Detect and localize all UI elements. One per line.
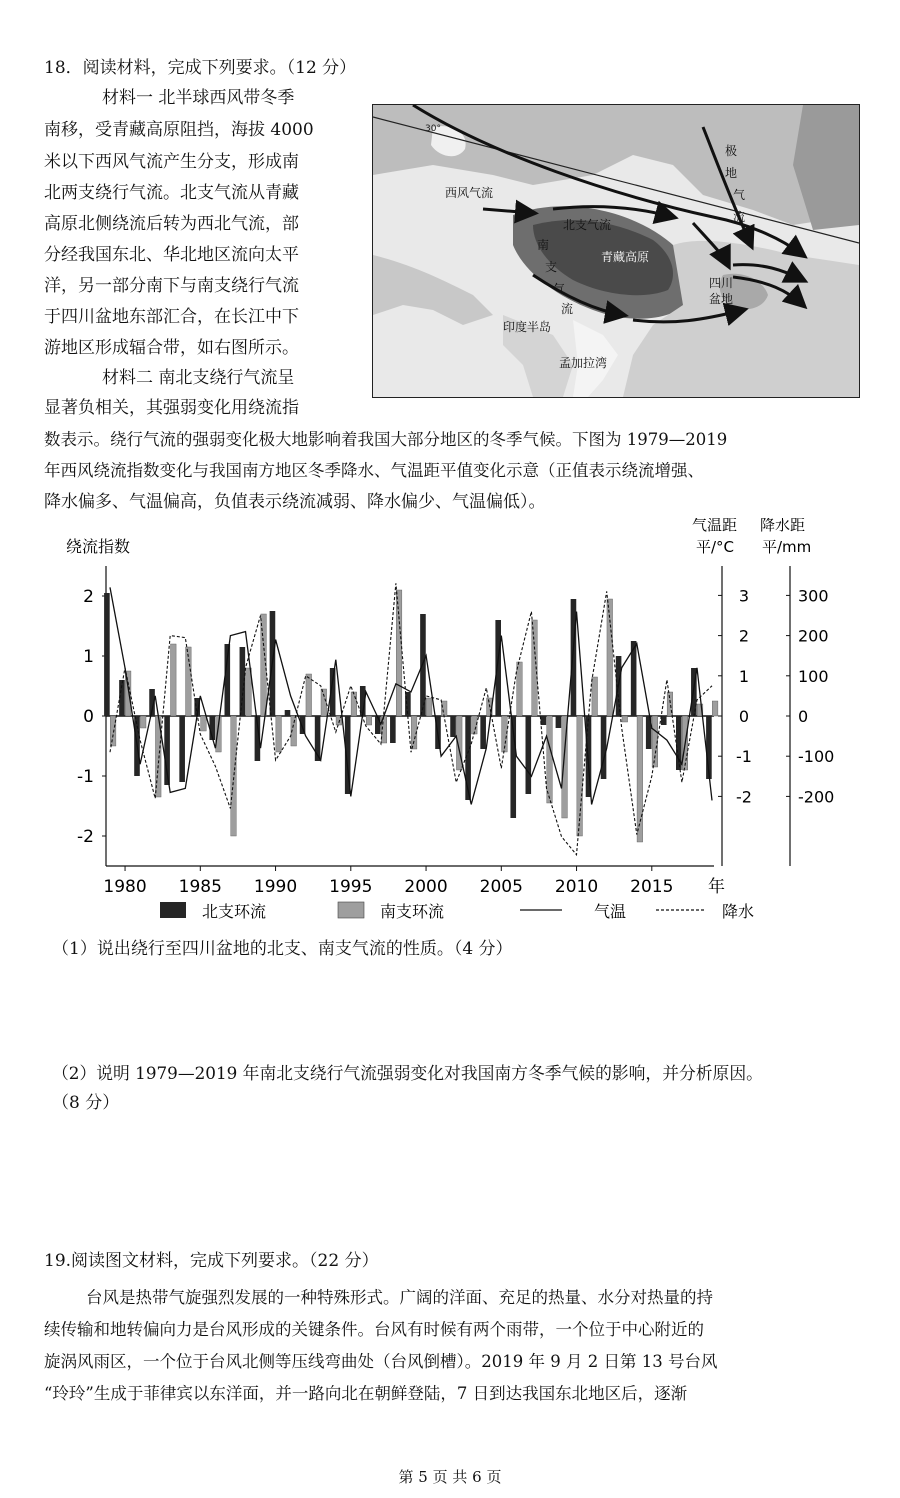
material-one-line: 北两支绕行气流。北支气流从青藏: [44, 183, 299, 203]
map-label-bengal: 孟加拉湾: [559, 356, 608, 370]
material-one-line: 材料一 北半球西风带冬季: [102, 88, 295, 108]
x-tick-label: 2010: [554, 877, 599, 897]
south-bar: [577, 716, 583, 836]
south-bar: [351, 692, 357, 716]
legend-temp-label: 气温: [594, 902, 627, 921]
y-axis-left-label: 绕流指数: [66, 537, 131, 556]
y-tick-temp-label: 2: [738, 626, 750, 646]
north-bar: [104, 593, 110, 716]
material-one-line: 分经我国东北、华北地区流向太平: [44, 245, 299, 265]
north-bar: [661, 716, 667, 725]
south-bar: [321, 689, 327, 716]
map-label-south-1: 南: [537, 238, 550, 252]
south-bar: [140, 716, 146, 728]
south-bar: [110, 716, 116, 746]
map-label-south-3: 气: [553, 282, 566, 296]
q18-sub1: （1）说出绕行至四川盆地的北支、南支气流的性质。（4 分）: [52, 939, 513, 959]
x-tick-label: 2005: [479, 877, 523, 897]
south-bar: [201, 716, 207, 731]
south-bar: [547, 716, 553, 803]
material-two-line: 材料二 南北支绕行气流呈: [102, 368, 295, 388]
legend-south-swatch: [338, 902, 364, 918]
y-tick-precip-label: -100: [798, 747, 835, 767]
x-tick-label: 2000: [404, 877, 448, 897]
q19-heading: 19.阅读图文材料，完成下列要求。（22 分）: [44, 1251, 379, 1271]
y-tick-temp-label: -1: [736, 747, 752, 767]
south-bar: [441, 701, 447, 716]
y-axis-precip-label-2: 平/mm: [762, 538, 812, 556]
material-one-line: 米以下西风气流产生分支，形成南: [44, 152, 299, 172]
north-bar: [495, 620, 501, 716]
y-axis-temp-label-2: 平/°C: [696, 538, 735, 556]
material-one-line: 高原北侧绕流后转为西北气流，部: [44, 214, 299, 234]
x-tick-label: 1980: [103, 877, 147, 897]
y-tick-precip-label: 300: [798, 586, 829, 606]
y-axis-temp-label-1: 气温距: [692, 518, 738, 534]
x-tick-label: 1985: [178, 877, 222, 897]
q18-sub2-score: （8 分）: [52, 1093, 120, 1113]
y-tick-left-label: -1: [77, 767, 94, 787]
y-tick-precip-label: 100: [798, 666, 829, 686]
chart-svg: [50, 518, 860, 928]
y-tick-left-label: 1: [83, 647, 94, 667]
north-bar: [285, 710, 291, 716]
q18-heading: 18．阅读材料，完成下列要求。（12 分）: [44, 58, 357, 78]
y-axis-precip-label-1: 降水距: [760, 518, 806, 534]
south-bar: [231, 716, 237, 836]
material-one-line: 南移，受青藏高原阻挡，海拔 4000: [44, 120, 314, 140]
south-bar: [396, 590, 402, 716]
map-label-india: 印度半岛: [503, 320, 552, 334]
temperature-line: [110, 587, 712, 804]
north-bar: [526, 716, 532, 794]
south-bar: [637, 716, 643, 842]
north-bar: [556, 716, 562, 728]
q19-paragraph-line: 续传输和地转偏向力是台风形成的关键条件。台风有时候有两个雨带，一个位于中心附近的: [44, 1320, 704, 1339]
x-tick-label: 1990: [253, 877, 298, 897]
north-bar: [450, 716, 456, 737]
legend-precip-label: 降水: [722, 902, 755, 921]
material-two-line: 数表示。绕行气流的强弱变化极大地影响着我国大部分地区的冬季气候。下图为 1979—2019: [44, 430, 728, 449]
material-two-line: 降水偏多、气温偏高，负值表示绕流减弱、降水偏少、气温偏低）。: [44, 492, 546, 512]
north-bar: [240, 647, 246, 716]
q19-paragraph-line: “玲玲”生成于菲律宾以东洋面，并一路向北在朝鲜登陆，7 日到达我国东北地区后，逐渐: [44, 1384, 688, 1403]
north-bar: [480, 716, 486, 749]
y-tick-left-label: 2: [83, 587, 94, 607]
map-label-polar-3: 气: [733, 188, 746, 202]
north-bar: [420, 614, 426, 716]
precipitation-line: [110, 583, 712, 854]
x-tick-label: 2015: [630, 877, 674, 897]
page-footer: 第 5 页 共 6 页: [398, 1468, 502, 1486]
map-label-plateau: 青藏高原: [601, 250, 650, 264]
q19-paragraph-line: 旋涡风雨区，一个位于台风北侧等压线弯曲处（台风倒槽）。2019 年 9 月 2 日第 13 号台风: [44, 1352, 718, 1371]
map-svg: [373, 105, 859, 397]
south-bar: [366, 716, 372, 725]
south-bar: [517, 662, 523, 716]
map-label-south-4: 流: [561, 302, 574, 316]
y-tick-temp-label: 1: [738, 666, 750, 686]
y-tick-precip-label: 0: [798, 707, 809, 726]
south-bar: [171, 644, 177, 716]
map-label-30: 30°: [425, 124, 441, 134]
material-two-line: 年西风绕流指数变化与我国南方地区冬季降水、气温距平值变化示意（正值表示绕流增强、: [44, 461, 704, 480]
map-label-south-2: 支: [545, 260, 558, 274]
north-bar: [390, 716, 396, 743]
y-tick-temp-label: 0: [738, 707, 750, 726]
south-bar: [472, 716, 478, 734]
south-bar: [426, 698, 432, 716]
map-label-sichuan-1: 四川: [709, 276, 734, 290]
westerly-map: [372, 104, 860, 398]
material-two-line: 显著负相关，其强弱变化用绕流指: [44, 398, 299, 418]
material-one-line: 洋，另一部分南下与南支绕行气流: [44, 276, 299, 296]
north-bar: [571, 599, 577, 716]
south-bar: [712, 701, 718, 716]
legend-north-label: 北支环流: [202, 902, 267, 921]
y-tick-precip-label: 200: [798, 626, 829, 646]
q18-sub2: （2）说明 1979—2019 年南北支绕行气流强弱变化对我国南方冬季气候的影响，并分析原因。: [52, 1063, 763, 1083]
q19-paragraph-line: 台风是热带气旋强烈发展的一种特殊形式。广阔的洋面、充足的热量、水分对热量的持: [86, 1288, 713, 1307]
y-tick-temp-label: -2: [736, 787, 752, 807]
map-label-polar-1: 极: [725, 144, 738, 158]
south-bar: [622, 716, 628, 722]
north-bar: [179, 716, 185, 782]
south-bar: [306, 674, 312, 716]
map-label-sichuan-2: 盆地: [709, 292, 734, 306]
y-tick-precip-label: -200: [798, 787, 835, 807]
legend-south-label: 南支环流: [380, 902, 445, 921]
south-bar: [186, 647, 192, 716]
x-axis-label: 年: [708, 877, 725, 897]
south-bar: [592, 677, 598, 716]
circulation-chart: [50, 518, 860, 928]
x-tick-label: 1995: [329, 877, 373, 897]
legend-north-swatch: [160, 902, 186, 918]
map-label-westerly: 西风气流: [445, 186, 494, 200]
map-label-polar-2: 地: [725, 166, 738, 180]
y-tick-left-label: 0: [83, 707, 94, 727]
map-label-polar-4: 流: [733, 210, 746, 224]
y-tick-temp-label: 3: [738, 586, 750, 606]
map-label-north-branch: 北支气流: [563, 218, 612, 232]
material-one-line: 于四川盆地东部汇合，在长江中下: [44, 307, 299, 327]
y-tick-left-label: -2: [77, 827, 94, 847]
south-bar: [276, 716, 282, 752]
material-one-line: 游地区形成辐合带，如右图所示。: [44, 338, 299, 358]
